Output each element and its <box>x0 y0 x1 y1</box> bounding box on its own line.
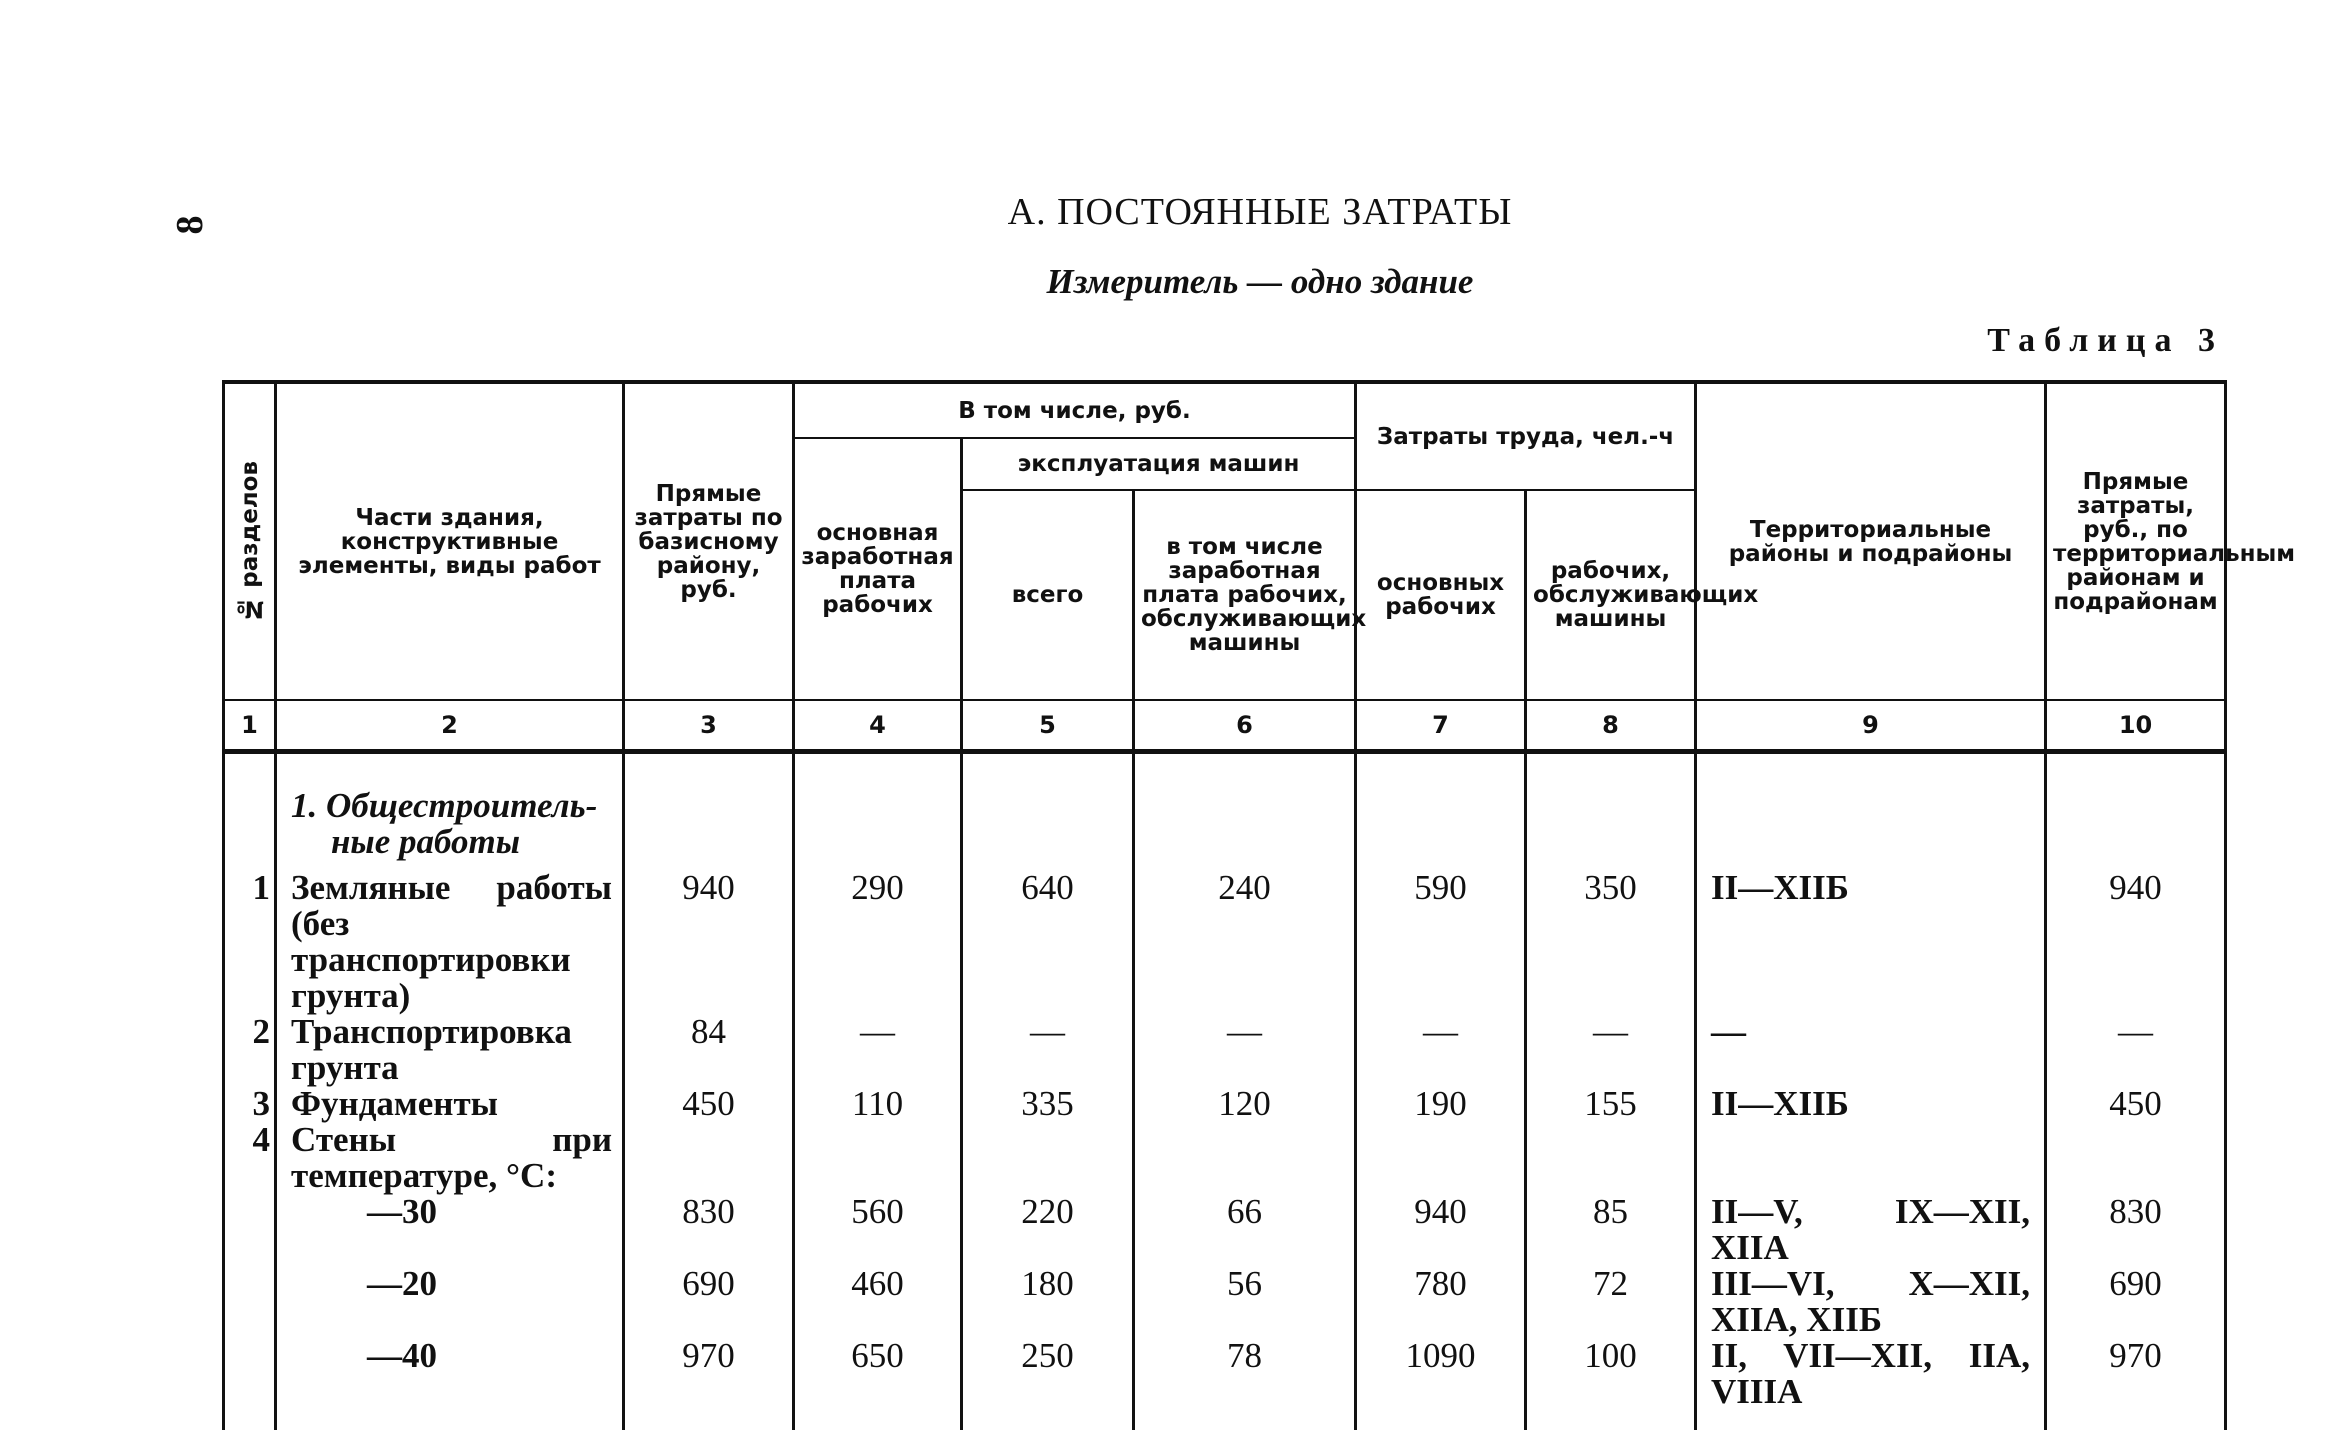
work-name: Фундаменты <box>276 1086 624 1122</box>
cell-c6: — <box>1134 1014 1356 1086</box>
cell-c8 <box>1526 1122 1696 1194</box>
header-machine-workers: рабочих, обслуживающих машины <box>1526 490 1696 700</box>
cell-c8: 100 <box>1526 1338 1696 1410</box>
column-number: 4 <box>794 700 962 752</box>
header-including-rub: В том числе, руб. <box>794 382 1356 438</box>
work-name: Стены при температуре, °С: <box>276 1122 624 1194</box>
column-number: 1 <box>224 700 276 752</box>
cell-c8: 72 <box>1526 1266 1696 1338</box>
header-basic-wage: основная заработная плата рабочих <box>794 438 962 700</box>
cell-c10: — <box>2046 1014 2226 1086</box>
work-name: Транспортировка грунта <box>276 1014 624 1086</box>
cell-c9: III—VI, X—XII, XIIА, XIIБ <box>1696 1266 2046 1338</box>
cell-c9: II, VII—XII, IIА, VIIIА <box>1696 1338 2046 1410</box>
cell-c8: — <box>1526 1014 1696 1086</box>
cell-c4: 110 <box>794 1086 962 1122</box>
cell-c5: 220 <box>962 1194 1134 1266</box>
column-numbers-row <box>224 700 2226 752</box>
column-number: 10 <box>2046 700 2226 752</box>
cell-c9: II—XIIБ <box>1696 1086 2046 1122</box>
row-number <box>224 1194 276 1266</box>
cell-c10 <box>2046 1122 2226 1194</box>
header-parts: Части здания, конструктивные элементы, виды работ <box>276 382 624 700</box>
cell-c6: 78 <box>1134 1338 1356 1410</box>
temperature-label: —20 <box>276 1266 624 1338</box>
table-body <box>224 752 2226 1430</box>
row-number <box>224 1338 276 1410</box>
row-number: 4 <box>224 1122 276 1194</box>
cell-c5: — <box>962 1014 1134 1086</box>
cell-c6: 240 <box>1134 870 1356 1014</box>
section-row <box>224 774 2226 870</box>
table-subrow <box>224 1194 2226 1266</box>
page-subtitle: Измеритель — одно здание <box>0 262 2336 302</box>
cell-c7: 940 <box>1356 1194 1526 1266</box>
cell-c5: 640 <box>962 870 1134 1014</box>
table-row <box>224 1086 2226 1122</box>
cost-table <box>222 380 2227 1430</box>
cell-c6: 66 <box>1134 1194 1356 1266</box>
cell-c10: 690 <box>2046 1266 2226 1338</box>
cell-c5: 180 <box>962 1266 1134 1338</box>
temperature-label: —30 <box>276 1194 624 1266</box>
header-direct-costs-regions: Прямые затраты, руб., по территориальным районам и подрайонам <box>2046 382 2226 700</box>
cell-c10: 450 <box>2046 1086 2226 1122</box>
cell-c9: II—V, IX—XII, XIIА <box>1696 1194 2046 1266</box>
row-number <box>224 1266 276 1338</box>
cell-c7: 190 <box>1356 1086 1526 1122</box>
cell-c6: 56 <box>1134 1266 1356 1338</box>
table-row <box>224 1122 2226 1194</box>
row-number: 3 <box>224 1086 276 1122</box>
column-number: 8 <box>1526 700 1696 752</box>
work-name: Земляные работы (без транспортировки грунта) <box>276 870 624 1014</box>
header-territorial-regions: Территориальные районы и подрайоны <box>1696 382 2046 700</box>
cell-c4: 560 <box>794 1194 962 1266</box>
row-number: 2 <box>224 1014 276 1086</box>
cell-c6: 120 <box>1134 1086 1356 1122</box>
cell-c3: 830 <box>624 1194 794 1266</box>
column-number: 7 <box>1356 700 1526 752</box>
cell-c5 <box>962 1122 1134 1194</box>
row-number: 1 <box>224 870 276 1014</box>
temperature-label: —40 <box>276 1338 624 1410</box>
cell-c8: 155 <box>1526 1086 1696 1122</box>
header-direct-costs-base: Прямые затраты по базисному району, руб. <box>624 382 794 700</box>
table-row <box>224 1014 2226 1086</box>
column-number: 3 <box>624 700 794 752</box>
cell-c4: — <box>794 1014 962 1086</box>
cell-c9: — <box>1696 1014 2046 1086</box>
page-number: 8 <box>170 205 210 245</box>
header-machine-operation: эксплуатация машин <box>962 438 1356 490</box>
cell-c7: 1090 <box>1356 1338 1526 1410</box>
cell-c7: — <box>1356 1014 1526 1086</box>
column-number: 5 <box>962 700 1134 752</box>
cell-c9 <box>1696 1122 2046 1194</box>
cell-c4: 290 <box>794 870 962 1014</box>
cell-c4: 460 <box>794 1266 962 1338</box>
cell-c7: 590 <box>1356 870 1526 1014</box>
cell-c3: 84 <box>624 1014 794 1086</box>
cell-c10: 830 <box>2046 1194 2226 1266</box>
page-title: А. ПОСТОЯННЫЕ ЗАТРАТЫ <box>0 190 2336 234</box>
table-subrow <box>224 1266 2226 1338</box>
section-title: 1. Общестроитель- ные работы <box>276 774 624 870</box>
cell-c8: 85 <box>1526 1194 1696 1266</box>
column-number: 9 <box>1696 700 2046 752</box>
cell-c7 <box>1356 1122 1526 1194</box>
table-header <box>224 382 2226 752</box>
cell-c5: 335 <box>962 1086 1134 1122</box>
cell-c10: 940 <box>2046 870 2226 1014</box>
cell-c3: 690 <box>624 1266 794 1338</box>
header-total: всего <box>962 490 1134 700</box>
cell-c9: II—XIIБ <box>1696 870 2046 1014</box>
table-label: Таблица 3 <box>1987 322 2224 360</box>
cell-c8: 350 <box>1526 870 1696 1014</box>
table-subrow <box>224 1338 2226 1410</box>
column-number: 2 <box>276 700 624 752</box>
cell-c3: 940 <box>624 870 794 1014</box>
cell-c6 <box>1134 1122 1356 1194</box>
cell-c7: 780 <box>1356 1266 1526 1338</box>
cell-c5: 250 <box>962 1338 1134 1410</box>
cell-c4 <box>794 1122 962 1194</box>
header-incl-wage-machine: в том числе заработная плата рабочих, обслуживающих машины <box>1134 490 1356 700</box>
header-main-workers: основных рабочих <box>1356 490 1526 700</box>
cell-c10: 970 <box>2046 1338 2226 1410</box>
column-number: 6 <box>1134 700 1356 752</box>
cell-c3 <box>624 1122 794 1194</box>
cell-c3: 970 <box>624 1338 794 1410</box>
cell-c3: 450 <box>624 1086 794 1122</box>
header-section-no: № разделов <box>224 382 276 700</box>
cell-c4: 650 <box>794 1338 962 1410</box>
header-labor-costs: Затраты труда, чел.-ч <box>1356 382 1696 490</box>
table-row <box>224 870 2226 1014</box>
